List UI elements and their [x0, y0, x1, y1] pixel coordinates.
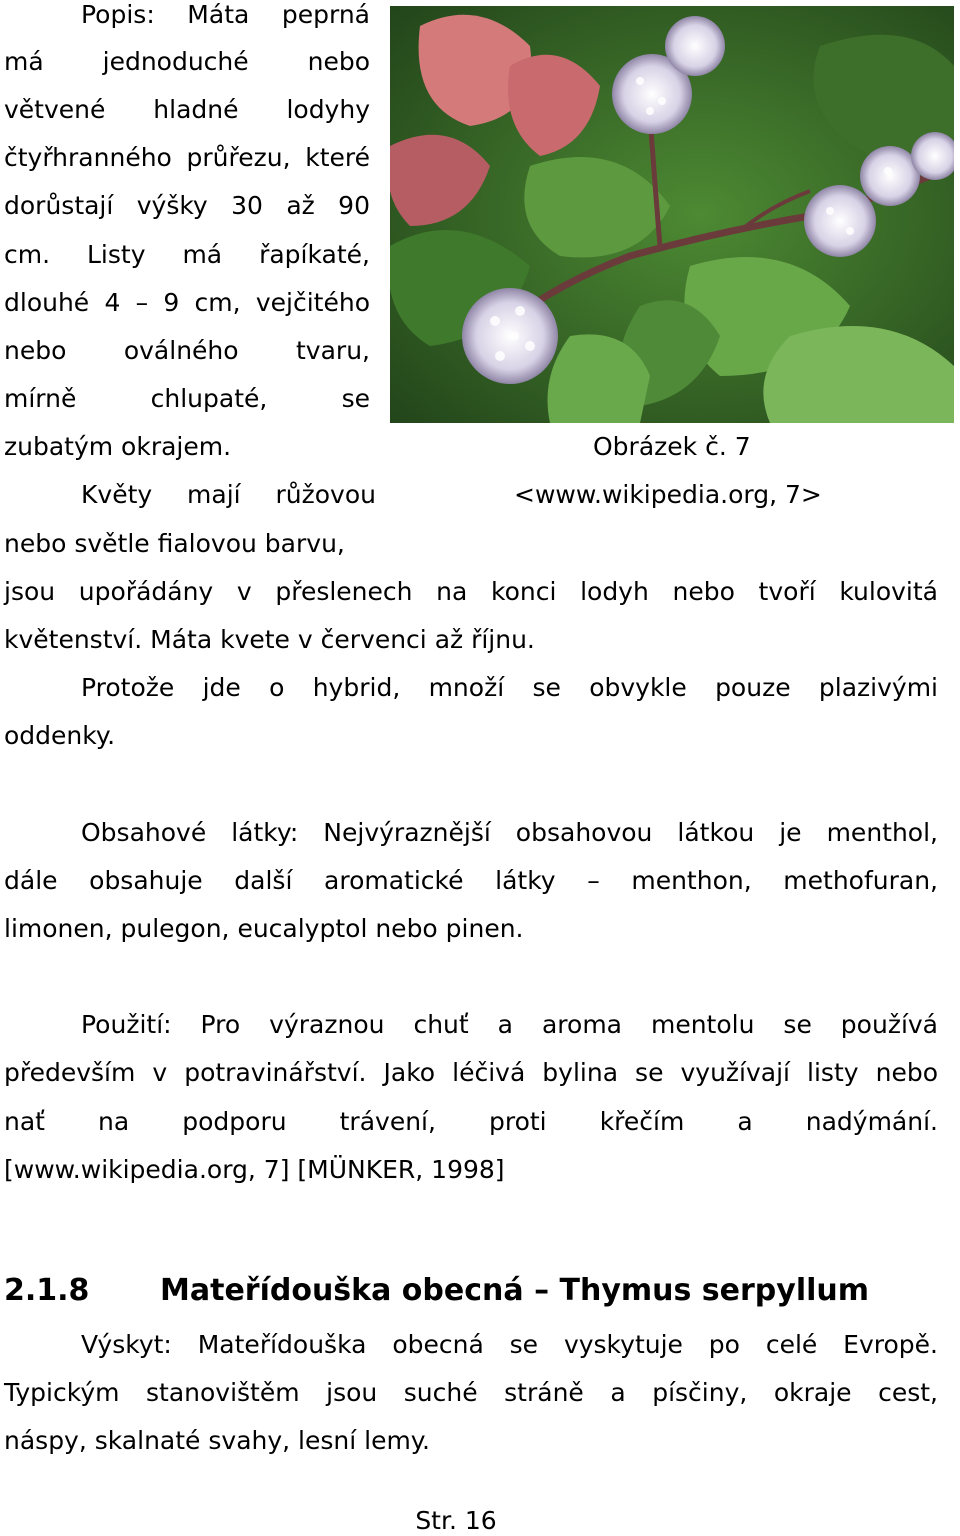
hybrid-line-1: Protože jde o hybrid, množí se obvykle pouze plazivými — [81, 673, 938, 702]
description-line-1: Popis: Máta peprná — [81, 0, 370, 29]
occurrence-line-1: Výskyt: Mateřídouška obecná se vyskytuje po celé Evropě. — [81, 1330, 938, 1359]
mint-photo — [390, 6, 954, 423]
flowers-line-2: nebo světle fialovou barvu, — [4, 529, 345, 558]
section-heading — [4, 1274, 869, 1308]
occurrence-line-2: Typickým stanovištěm jsou suché stráně a písčiny, okraje cest, — [4, 1378, 938, 1407]
description-line-10: zubatým okrajem. — [4, 432, 232, 461]
usage-line-3: nať na podporu trávení, proti křečím a nadýmání. — [4, 1107, 938, 1136]
description-line-7: dlouhé 4 – 9 cm, vejčitého — [4, 288, 370, 317]
description-line-2: má jednoduché nebo — [4, 47, 370, 76]
mint-plant-illustration — [390, 6, 954, 423]
hybrid-line-2: oddenky. — [4, 721, 116, 750]
description-line-9: mírně chlupaté, se — [4, 384, 370, 413]
substances-line-1: Obsahové látky: Nejvýraznější obsahovou látkou je menthol, — [81, 818, 938, 847]
description-line-4: čtyřhranného průřezu, které — [4, 143, 370, 172]
description-line-3: větvené hladné lodyhy — [4, 95, 370, 124]
occurrence-line-3: náspy, skalnaté svahy, lesní lemy. — [4, 1426, 430, 1455]
flowers-line-1: Květy mají růžovou — [81, 480, 376, 509]
usage-line-4: [www.wikipedia.org, 7] [MÜNKER, 1998] — [4, 1155, 505, 1184]
description-line-6: cm. Listy má řapíkaté, — [4, 240, 370, 269]
substances-line-3: limonen, pulegon, eucalyptol nebo pinen. — [4, 914, 524, 943]
figure-source: <www.wikipedia.org, 7> — [514, 480, 822, 509]
usage-line-2: především v potravinářství. Jako léčivá bylina se využívají listy nebo — [4, 1058, 938, 1087]
flowers-line-4: květenství. Máta kvete v červenci až říjnu. — [4, 625, 535, 654]
section-number: 2.1.8 — [4, 1273, 90, 1308]
figure-caption: Obrázek č. 7 — [593, 432, 751, 461]
usage-line-1: Použití: Pro výraznou chuť a aroma mentolu se používá — [81, 1010, 938, 1039]
substances-line-2: dále obsahuje další aromatické látky – menthon, methofuran, — [4, 866, 938, 895]
section-title: Mateřídouška obecná – Thymus serpyllum — [160, 1273, 870, 1308]
description-line-8: nebo oválného tvaru, — [4, 336, 370, 365]
description-line-5: dorůstají výšky 30 až 90 — [4, 191, 370, 220]
page-number: Str. 16 — [415, 1506, 497, 1535]
flowers-line-3: jsou upořádány v přeslenech na konci lodyh nebo tvoří kulovitá — [4, 577, 938, 606]
